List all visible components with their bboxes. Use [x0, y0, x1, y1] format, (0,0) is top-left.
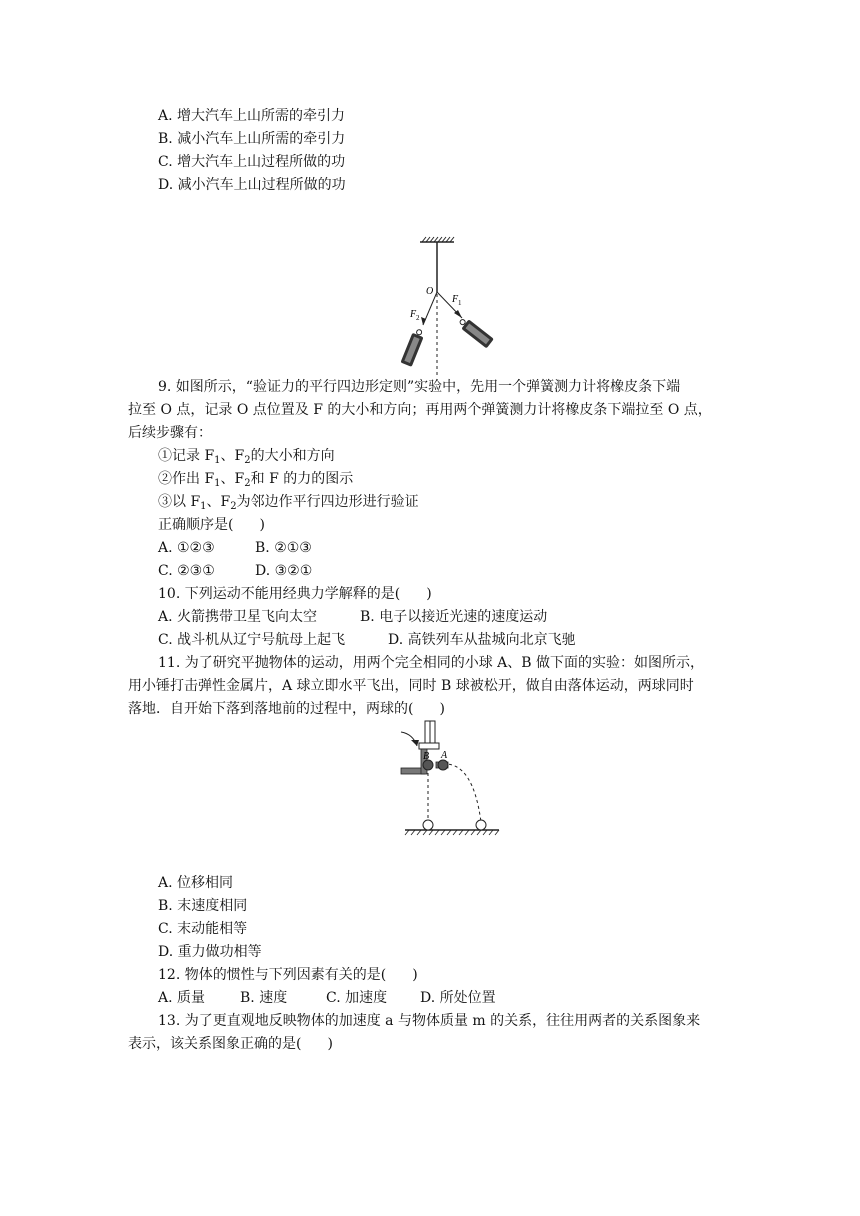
q12-stem-close: ) [412, 967, 418, 983]
q12-option-a: A. 质量 [158, 990, 206, 1006]
q8-option-c: C. 增大汽车上山过程所做的功 [158, 154, 346, 170]
step2-sub1: 1 [214, 478, 221, 489]
q9-option-b: B. ②①③ [255, 540, 312, 556]
q9-stem-line1: 9. 如图所示，“验证力的平行四边形定则”实验中，先用一个弹簧测力计将橡皮条下端 [158, 379, 681, 395]
q13-stem-line2 [128, 1034, 333, 1054]
q11-option-c: C. 末动能相等 [158, 921, 248, 937]
q9-step1 [158, 446, 335, 466]
q8-option-a: A. 增大汽车上山所需的牵引力 [158, 108, 346, 124]
step3-sub1: 1 [200, 501, 207, 512]
q11-stem-line3 [128, 699, 445, 719]
q12-options [158, 988, 496, 1008]
step1-sub1: 1 [214, 455, 221, 466]
q9-ask-close: ) [259, 517, 265, 533]
step1-text: ①记录 F [158, 448, 215, 464]
q11-stem-line1: 11. 为了研究平抛物体的运动，用两个完全相同的小球 A、B 做下面的实验：如图所示， [158, 655, 705, 671]
q12-stem [158, 965, 418, 985]
q9-stem-line2: 拉至 O 点，记录 O 点位置及 F 的大小和方向；再用两个弹簧测力计将橡皮条下端拉至 O 点， [128, 402, 712, 418]
label-b: B [423, 751, 430, 762]
q10-options-row1 [158, 607, 547, 627]
q13-stem-close: ) [327, 1036, 333, 1052]
q9-option-c: C. ②③① [158, 563, 215, 579]
q9-step2 [158, 469, 353, 489]
q13-stem-line2-text: 表示，该关系图象正确的是( [128, 1036, 302, 1052]
step3-text3: 为邻边作平行四边形进行验证 [236, 494, 419, 510]
label-o: O [426, 286, 434, 297]
q10-stem [158, 584, 432, 604]
q12-stem-text: 12. 物体的惯性与下列因素有关的是( [158, 967, 387, 983]
q11-option-a: A. 位移相同 [158, 875, 234, 891]
step2-text: ②作出 F [158, 471, 215, 487]
q9-options-row1 [158, 538, 312, 558]
q10-option-d: D. 高铁列车从盐城向北京飞驰 [388, 632, 576, 648]
q12-option-b: B. 速度 [240, 990, 288, 1006]
step3-text2: 、F [206, 494, 231, 510]
q8-option-d: D. 减小汽车上山过程所做的功 [158, 177, 346, 193]
q8-option-b: B. 减小汽车上山所需的牵引力 [158, 131, 346, 147]
label-f1: F [452, 294, 459, 305]
projectile-apparatus-figure [395, 718, 507, 842]
q10-option-a: A. 火箭携带卫星飞向太空 [158, 609, 318, 625]
q11-stem-line2: 用小锤打击弹性金属片，A 球立即水平飞出，同时 B 球被松开，做自由落体运动，两球同时 [128, 678, 694, 694]
step2-sub2: 2 [244, 478, 251, 489]
spring-balance-figure [388, 230, 508, 378]
q10-option-b: B. 电子以接近光速的速度运动 [360, 609, 548, 625]
q13-stem-line1: 13. 为了更直观地反映物体的加速度 a 与物体质量 m 的关系，往往用两者的关系图象来 [158, 1013, 701, 1029]
q11-stem-close: ) [439, 701, 445, 717]
step1-sub2: 2 [244, 455, 251, 466]
step1-text3: 的大小和方向 [250, 448, 335, 464]
label-f2-sub: 2 [416, 314, 420, 322]
label-f1-sub: 1 [458, 299, 462, 307]
q9-option-d: D. ③②① [255, 563, 313, 579]
q12-option-d: D. 所处位置 [420, 990, 496, 1006]
q10-options-row2 [158, 630, 576, 650]
q9-option-a: A. ①②③ [158, 540, 215, 556]
step2-text2: 、F [220, 471, 245, 487]
q9-ask-text: 正确顺序是( [158, 517, 234, 533]
q10-stem-text: 10. 下列运动不能用经典力学解释的是( [158, 586, 401, 602]
q9-ask [158, 515, 265, 535]
label-f2: F [410, 309, 417, 320]
q9-stem-line3: 后续步骤有： [128, 425, 212, 441]
q9-options-row2 [158, 561, 312, 581]
q9-step3 [158, 492, 419, 512]
step1-text2: 、F [220, 448, 245, 464]
q12-option-c: C. 加速度 [326, 990, 388, 1006]
q11-option-d: D. 重力做功相等 [158, 944, 262, 960]
label-a: A [441, 750, 448, 761]
q10-option-c: C. 战斗机从辽宁号航母上起飞 [158, 632, 346, 648]
step2-text3: 和 F 的力的图示 [250, 471, 354, 487]
q10-stem-close: ) [426, 586, 432, 602]
step3-sub2: 2 [230, 501, 237, 512]
q11-option-b: B. 末速度相同 [158, 898, 248, 914]
q11-stem-line3-text: 落地．自开始下落到落地前的过程中，两球的( [128, 701, 414, 717]
step3-text: ③以 F [158, 494, 201, 510]
